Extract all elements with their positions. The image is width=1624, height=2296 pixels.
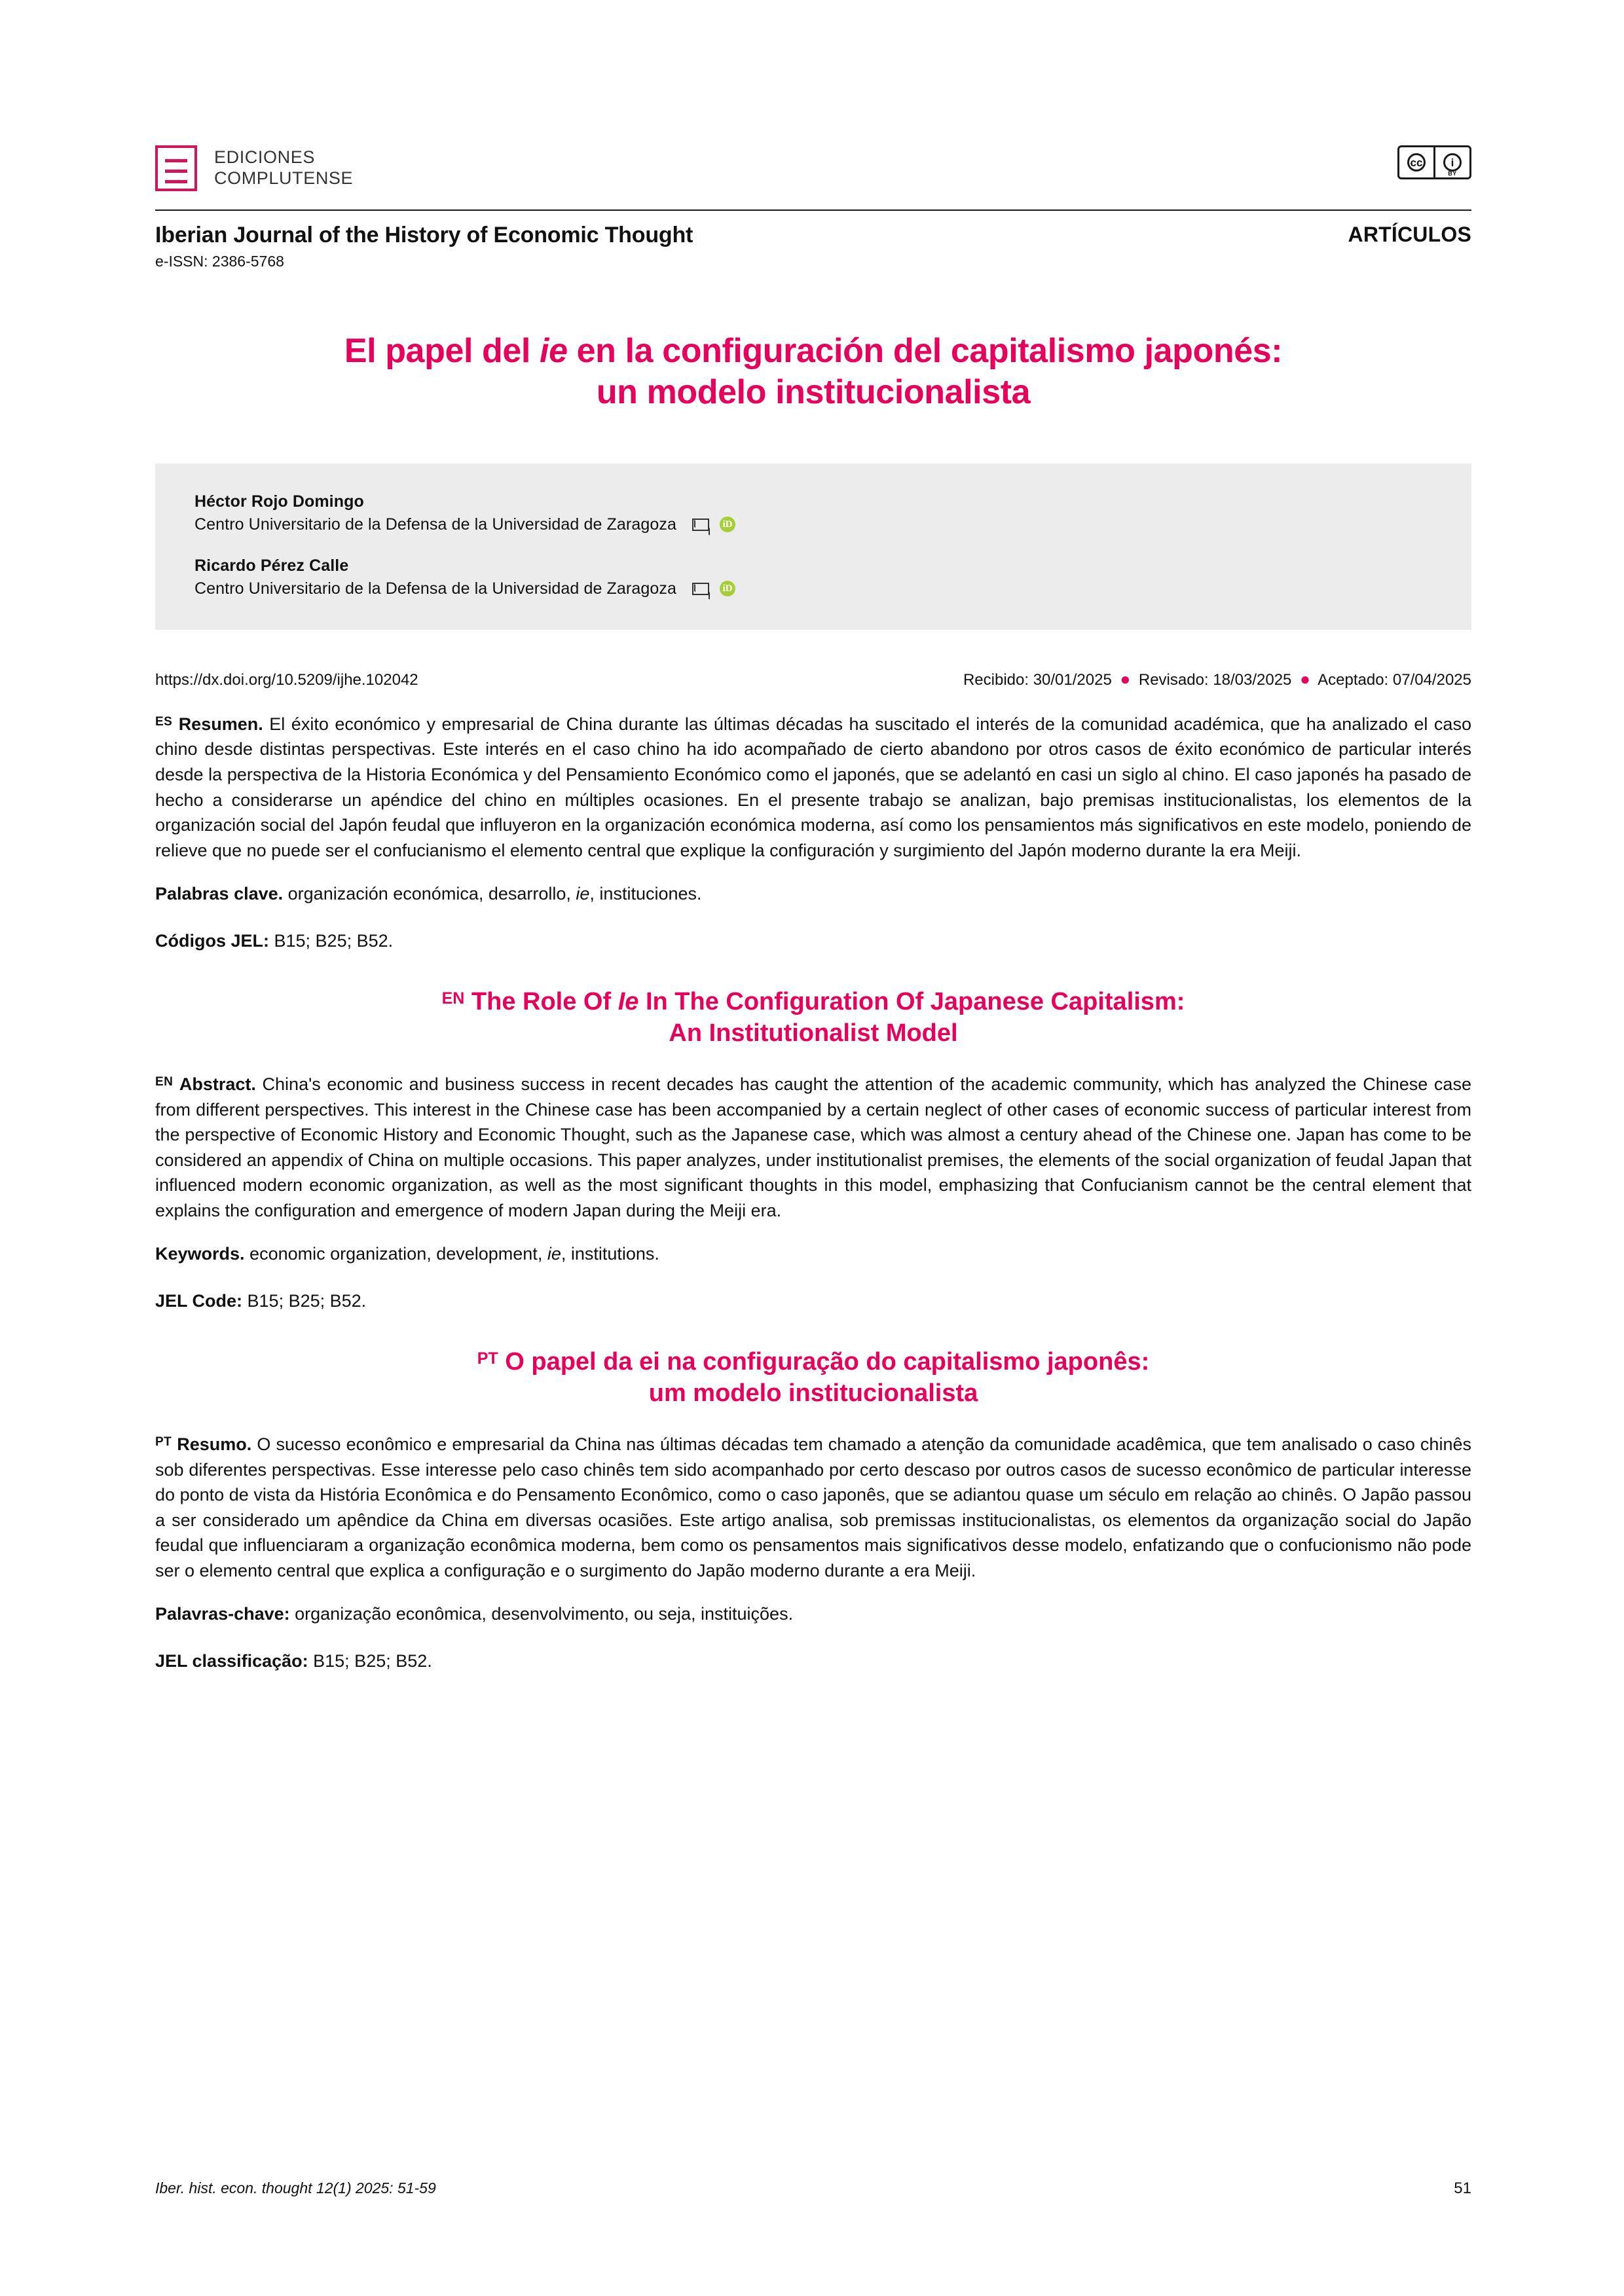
author-affiliation-row — [194, 579, 1432, 598]
section-title-en — [155, 987, 1471, 1049]
cc-logo-cell — [1399, 147, 1433, 177]
date-accepted: Aceptado: 07/04/2025 — [1318, 670, 1471, 689]
title-line1-post: en la configuración del capitalismo japonés: — [567, 332, 1283, 370]
journal-title: Iberian Journal of the History of Economic Thought — [155, 223, 693, 247]
footer-citation: Iber. hist. econ. thought 12(1) 2025: 51-59 — [155, 2179, 436, 2196]
publisher-brand — [155, 145, 353, 191]
page-footer — [155, 2179, 1471, 2198]
keywords-es-post: , instituciones. — [589, 883, 702, 903]
author-entry — [194, 492, 1432, 534]
keywords-en — [155, 1241, 1471, 1267]
jel-es — [155, 931, 1471, 951]
publisher-name-line1: EDICIONES — [214, 147, 315, 168]
abstract-en — [155, 1072, 1471, 1311]
abstract-pt-body: O sucesso econômico e empresarial da China nas últimas décadas tem chamado a atenção da comunidade acadêmica, que tem analisado o caso chinês sob diferentes perspectivas. Esse interesse pelo caso chinês tem sido acompanhado por certo descaso por outros casos de sucesso econômico de particular interesse do ponto de vista da História Econômica e do Pensamento Econômico, como o caso japonês, que se adiantou quase um século em relação ao chinês. O Japão passou a ser considerado um apêndice da China em diversas ocasiões. Este artigo analisa, sob premissas institucionalistas, os elementos da organização social do Japão feudal que influenciaram a organização econômica moderna, bem como os pensamentos mais significativos desse modelo, enfatizando que o confucionismo não pode ser o elemento central que explica a configuração e o surgimento do Japão moderno durante a era Meiji. — [155, 1434, 1471, 1580]
keywords-en-label: Keywords. — [155, 1243, 245, 1264]
date-separator: ● — [1120, 668, 1131, 689]
title-en-post: In The Configuration Of Japanese Capitalism: — [638, 988, 1185, 1016]
email-icon[interactable] — [692, 583, 709, 595]
keywords-pt-value: organização econômica, desenvolvimento, ou seja, instituições. — [289, 1603, 794, 1624]
title-pt-line2: um modelo institucionalista — [648, 1379, 978, 1408]
abstract-es — [155, 712, 1471, 951]
journal-row — [155, 211, 1471, 270]
page-title — [155, 331, 1471, 414]
jel-es-value: B15; B25; B52. — [269, 931, 394, 951]
author-affiliation-row — [194, 515, 1432, 534]
keywords-en-pre: economic organization, development, — [244, 1243, 547, 1264]
orcid-icon[interactable]: iD — [720, 581, 735, 596]
author-name: Héctor Rojo Domingo — [194, 492, 364, 511]
title-line1-italic: ie — [540, 332, 568, 370]
cc-by-label: BY — [1448, 170, 1457, 177]
author-name: Ricardo Pérez Calle — [194, 556, 349, 575]
section-title-pt — [155, 1347, 1471, 1410]
jel-pt-value: B15; B25; B52. — [308, 1651, 432, 1671]
keywords-es-italic: ie — [576, 883, 590, 903]
abstract-es-label: Resumen. — [178, 714, 263, 734]
title-en-italic: Ie — [618, 988, 639, 1016]
cc-by-symbol: i — [1443, 153, 1462, 172]
page-content — [155, 0, 1471, 1689]
ediciones-complutense-logo-icon — [155, 145, 197, 191]
email-icon[interactable] — [692, 519, 709, 531]
journal-identity — [155, 223, 693, 270]
lang-tag-en: EN — [155, 1074, 174, 1089]
cc-by-cell — [1433, 147, 1469, 177]
author-affiliation: Centro Universitario de la Defensa de la Universidad de Zaragoza — [194, 579, 676, 598]
title-line1-pre: El papel del — [344, 332, 540, 370]
author-affiliation: Centro Universitario de la Defensa de la Universidad de Zaragoza — [194, 515, 676, 534]
abstract-es-paragraph — [155, 712, 1471, 864]
abstract-es-body: El éxito económico y empresarial de China durante las últimas décadas ha suscitado el interés de la comunidad académica, que ha analizado el caso chino desde distintas perspectivas. Este interés en el caso chino ha ido acompañado de cierto abandono por otros casos de éxito económico de particular interés desde la perspectiva de la Historia Económica y del Pensamiento Económico como el japonés, que se adelantó en casi un siglo al chino. El caso japonés ha pasado de hecho a considerarse un apéndice del chino en múltiples ocasiones. En el presente trabajo se analizan, bajo premisas institucionalistas, los elementos de la organización social del Japón feudal que influyeron en la organización económica moderna, así como los pensamientos más significativos en este modelo, poniendo de relieve que no puede ser el confucianismo el elemento central que explique la configuración y surgimiento del Japón moderno durante la era Meiji. — [155, 714, 1471, 860]
publisher-name-line2: COMPLUTENSE — [214, 168, 354, 188]
abstract-pt-paragraph — [155, 1432, 1471, 1584]
jel-pt — [155, 1651, 1471, 1671]
cc-symbol: cc — [1407, 153, 1426, 172]
title-en-pre: The Role Of — [471, 988, 618, 1016]
journal-issn: e-ISSN: 2386-5768 — [155, 253, 284, 270]
publication-dates — [963, 669, 1471, 689]
keywords-en-post: , institutions. — [561, 1243, 659, 1264]
date-received: Recibido: 30/01/2025 — [963, 670, 1112, 689]
section-kicker: ARTÍCULOS — [1348, 223, 1471, 246]
abstract-pt — [155, 1432, 1471, 1671]
date-revised: Revisado: 18/03/2025 — [1138, 670, 1292, 689]
keywords-es-label: Palabras clave. — [155, 883, 284, 903]
publisher-name — [214, 147, 353, 189]
abstract-pt-label: Resumo. — [177, 1434, 252, 1454]
keywords-es — [155, 881, 1471, 907]
lang-tag-pt: PT — [155, 1434, 172, 1449]
jel-es-label: Códigos JEL: — [155, 931, 269, 951]
title-en-line2: An Institutionalist Model — [669, 1019, 958, 1048]
orcid-icon[interactable]: iD — [720, 517, 735, 532]
jel-en-label: JEL Code: — [155, 1291, 243, 1311]
jel-en-value: B15; B25; B52. — [242, 1291, 367, 1311]
keywords-pt-label: Palavras-chave: — [155, 1603, 290, 1624]
lang-tag-es: ES — [155, 714, 173, 729]
author-entry — [194, 556, 1432, 598]
keywords-pt — [155, 1601, 1471, 1627]
creative-commons-badge-icon — [1397, 145, 1471, 179]
abstract-en-label: Abstract. — [179, 1074, 256, 1094]
jel-pt-label: JEL classificação: — [155, 1651, 308, 1671]
title-pt-line1: O papel da ei na configuração do capitalismo japonês: — [505, 1348, 1150, 1376]
keywords-es-pre: organización económica, desarrollo, — [283, 883, 576, 903]
lang-tag-en-title: EN — [441, 989, 465, 1008]
jel-en — [155, 1291, 1471, 1311]
doi-dates-row — [155, 669, 1471, 689]
title-line2: un modelo institucionalista — [596, 373, 1031, 412]
authors-box — [155, 464, 1471, 630]
lang-tag-pt-title: PT — [477, 1349, 498, 1368]
abstract-en-paragraph — [155, 1072, 1471, 1224]
abstract-en-body: China's economic and business success in recent decades has caught the attention of the academic community, which has analyzed the Chinese case from different perspectives. This interest in the Chinese case has been accompanied by a certain neglect of other cases of economic success of particular interest from the perspective of Economic History and Economic Thought, such as the Japanese case, which was almost a century ahead of the Chinese one. Japan has come to be considered an appendix of China on multiple occasions. This paper analyzes, under institutionalist premises, the elements of the social organization of feudal Japan that influenced modern economic organization, as well as the most significant thoughts in this model, emphasizing that Confucianism cannot be the central element that explains the configuration and emergence of modern Japan during the Meiji era. — [155, 1074, 1471, 1220]
date-separator: ● — [1300, 668, 1310, 689]
keywords-en-italic: ie — [547, 1243, 561, 1264]
page-number: 51 — [1454, 2179, 1471, 2197]
publisher-header — [155, 0, 1471, 191]
doi-link[interactable]: https://dx.doi.org/10.5209/ijhe.102042 — [155, 670, 418, 689]
